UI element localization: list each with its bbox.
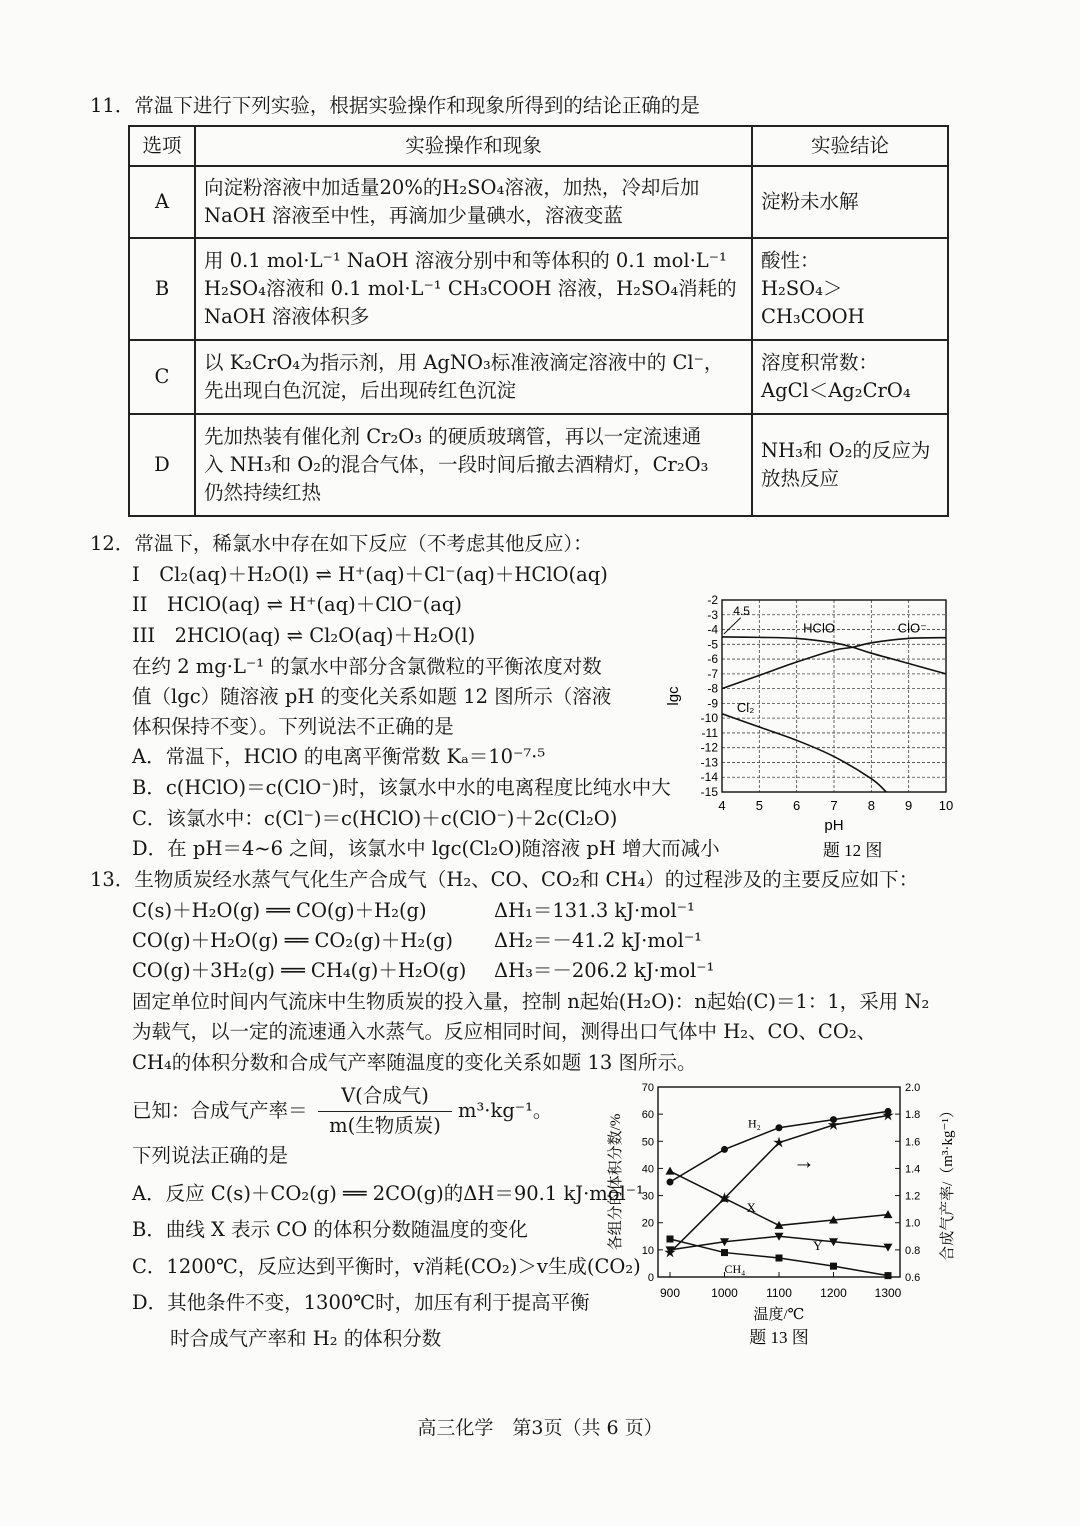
y-tick-label: -4 <box>707 622 718 637</box>
y-tick-label: -5 <box>707 637 718 652</box>
y-tick-label: -13 <box>700 755 718 770</box>
op-line: 先出现白色沉淀，后出现砖红色沉淀 <box>204 379 517 402</box>
row-operation <box>195 238 752 340</box>
series-line <box>670 1171 888 1225</box>
q12-option-d: D．在 pH＝4~6 之间，该氯水中 lgc(Cl₂O)随溶液 pH 增大而减小 <box>132 837 720 860</box>
row-conclusion <box>752 238 948 340</box>
series-point <box>882 1110 893 1121</box>
q12-eq2: II HClO(aq) ⇌ H⁺(aq)＋ClO⁻(aq) <box>132 593 462 616</box>
series-label-h2: H₂ <box>748 1116 761 1131</box>
chart-series <box>664 1108 893 1279</box>
q13-para1: 固定单位时间内气流床中生物质炭的投入量，控制 n起始(H₂O)：n起始(C)＝1：1，采用 N₂ <box>132 990 930 1013</box>
x-tick-label: 4 <box>718 798 726 813</box>
y-axis-label: lgc <box>665 686 682 706</box>
y-tick-label: 0 <box>647 1272 654 1284</box>
y-tick-label: -7 <box>707 666 718 681</box>
y-tick-label: 60 <box>641 1109 654 1122</box>
q13-known-prefix: 已知：合成气产率＝ <box>132 1099 308 1122</box>
y-tick-label: -10 <box>700 711 718 726</box>
y-tick-label: 70 <box>641 1082 654 1094</box>
q12-desc2: 值（lgc）随溶液 pH 的变化关系如题 12 图所示（溶液 <box>132 685 612 708</box>
op-line: 仍然持续红热 <box>204 481 322 504</box>
series-line <box>670 1116 888 1253</box>
series-label-x: X <box>746 1199 756 1215</box>
y2-tick-label: 0.6 <box>905 1272 921 1284</box>
op-line: NaOH 溶液至中性，再滴加少量碘水，溶液变蓝 <box>204 204 623 227</box>
y-tick-label: -14 <box>700 770 718 785</box>
x-tick-label: 1300 <box>874 1286 902 1300</box>
series-point <box>885 1272 892 1279</box>
table-row <box>129 340 948 414</box>
chart-labels <box>665 593 953 860</box>
table-row <box>129 166 948 238</box>
q13-option-c: C．1200℃，反应达到平衡时，v消耗(CO₂)＞v生成(CO₂) <box>132 1255 641 1278</box>
y-tick-label: -2 <box>707 593 718 607</box>
annotation-arrow <box>724 618 741 634</box>
op-line: NaOH 溶液体积多 <box>204 305 370 328</box>
con-line: 溶度积常数： <box>761 351 879 374</box>
y2-tick-label: 1.0 <box>905 1217 921 1230</box>
y2-tick-label: 1.4 <box>905 1163 921 1176</box>
y-tick-label: -11 <box>701 725 718 740</box>
series-point <box>721 1249 728 1256</box>
series-label-hclo: HClO <box>803 620 835 636</box>
con-line: 淀粉未水解 <box>761 190 859 213</box>
series-point <box>667 1236 674 1243</box>
series-label-ch4: CH₄ <box>724 1261 746 1276</box>
series-point <box>776 1255 783 1262</box>
y2-tick-label: 2.0 <box>905 1082 921 1094</box>
con-line: H₂SO₄＞CH₃COOH <box>761 277 865 328</box>
q13-option-a: A．反应 C(s)＋CO₂(g) ══ 2CO(g)的ΔH＝90.1 kJ·mol⁻¹ <box>132 1182 644 1205</box>
y-tick-label: -9 <box>707 696 718 711</box>
yield-arrow: → <box>793 1148 815 1174</box>
x-tick-label: 7 <box>830 798 838 813</box>
y-tick-label: 50 <box>641 1136 654 1149</box>
series-label-cl2: Cl₂ <box>736 700 755 716</box>
x-tick-label: 900 <box>659 1286 681 1300</box>
series-point <box>884 1210 893 1218</box>
series-point <box>667 1179 674 1186</box>
y-tick-label: 20 <box>641 1217 654 1230</box>
y-axis-label: 各组分的体积分数/% <box>608 1113 624 1251</box>
con-line: NH₃和 O₂的反应为 <box>761 439 931 462</box>
q13-option-d-cont: 时合成气产率和 H₂ 的体积分数 <box>170 1327 442 1350</box>
header-operation: 实验操作和现象 <box>195 126 752 166</box>
page-footer: 高三化学 第3页（共 6 页） <box>417 1417 663 1439</box>
q13-para2: 为载气，以一定的流速通入水蒸气。反应相同时间，测得出口气体中 H₂、CO、CO₂、 <box>132 1020 877 1043</box>
table-header-row <box>129 126 948 166</box>
q12-option-b: B．c(HClO)＝c(ClO⁻)时，该氯水中水的电离程度比纯水中大 <box>132 776 671 799</box>
op-line: H₂SO₄溶液和 0.1 mol·L⁻¹ CH₃COOH 溶液，H₂SO₄消耗的 <box>204 277 737 300</box>
q13-reaction1: C(s)＋H₂O(g) ══ CO(g)＋H₂(g) <box>132 899 427 922</box>
y-tick-label: 10 <box>641 1244 654 1257</box>
annotation-value: 4.5 <box>733 603 750 618</box>
y2-tick-label: 1.2 <box>905 1190 921 1203</box>
y-tick-label: -15 <box>700 785 718 799</box>
op-line: 先加热装有催化剂 Cr₂O₃ 的硬质玻璃管，再以一定流速通 <box>204 425 702 448</box>
q13-option-d: D．其他条件不变，1300℃时，加压有利于提高平衡 <box>132 1291 590 1314</box>
x-tick-label: 1000 <box>711 1286 738 1300</box>
series-point <box>884 1244 893 1252</box>
q12-desc3: 体积保持不变）。下列说法不正确的是 <box>132 715 454 738</box>
fraction-denominator: m(生物质炭) <box>329 1114 441 1138</box>
row-option: A <box>129 166 195 238</box>
q13-stem: 13．生物质炭经水蒸气气化生产合成气（H₂、CO、CO₂和 CH₄）的过程涉及的主要反应如下： <box>90 868 919 891</box>
series-line-Cl₂ <box>722 714 886 792</box>
op-line: 向淀粉溶液中加适量20%的H₂SO₄溶液，加热，冷却后加 <box>204 176 700 199</box>
q12-option-c: C．该氯水中：c(Cl⁻)＝c(HClO)＋c(ClO⁻)＋2c(Cl₂O) <box>132 807 618 830</box>
x-tick-label: 9 <box>905 798 913 813</box>
q13-reaction2: CO(g)＋H₂O(g) ══ CO₂(g)＋H₂(g) <box>132 929 453 952</box>
q13-para3: CH₄的体积分数和合成气产率随温度的变化关系如题 13 图所示。 <box>132 1051 697 1074</box>
q12-stem: 12．常温下，稀氯水中存在如下反应（不考虑其他反应）： <box>90 532 593 555</box>
q11-table <box>128 125 949 517</box>
row-conclusion <box>752 166 948 238</box>
x-tick-label: 8 <box>867 798 875 813</box>
row-operation <box>195 340 752 414</box>
q12-option-a: A．常温下，HClO 的电离平衡常数 Kₐ＝10⁻⁷·⁵ <box>132 745 546 768</box>
con-line: 放热反应 <box>761 467 840 490</box>
q13-fraction <box>318 1082 452 1141</box>
con-line: 酸性： <box>761 249 820 272</box>
q13-enthalpy3: ΔH₃＝－206.2 kJ·mol⁻¹ <box>494 959 715 982</box>
q12-chart <box>660 590 960 870</box>
op-line: 用 0.1 mol·L⁻¹ NaOH 溶液分别中和等体积的 0.1 mol·L⁻¹ <box>204 249 727 272</box>
op-line: 以 K₂CrO₄为指示剂，用 AgNO₃标准液滴定溶液中的 Cl⁻， <box>204 351 724 374</box>
row-option: C <box>129 340 195 414</box>
row-option: B <box>129 238 195 340</box>
row-conclusion <box>752 340 948 414</box>
y2-tick-label: 1.6 <box>905 1136 921 1149</box>
q12-desc1: 在约 2 mg·L⁻¹ 的氯水中部分含氯微粒的平衡浓度对数 <box>132 655 602 678</box>
y-tick-label: 40 <box>641 1163 654 1176</box>
series-point <box>721 1146 728 1153</box>
op-line: 入 NH₃和 O₂的混合气体，一段时间后撤去酒精灯，Cr₂O₃ <box>204 453 709 476</box>
header-conclusion: 实验结论 <box>752 126 948 166</box>
row-option: D <box>129 414 195 516</box>
x-axis-label: pH <box>824 817 844 834</box>
table-row <box>129 238 948 340</box>
q13-option-b: B．曲线 X 表示 CO 的体积分数随温度的变化 <box>132 1218 528 1241</box>
y-tick-label: -3 <box>707 607 718 622</box>
chart-labels <box>607 1082 956 1347</box>
q12-eq3: III 2HClO(aq) ⇌ Cl₂O(aq)＋H₂O(l) <box>132 624 476 647</box>
series-label-clo: ClO⁻ <box>897 620 928 636</box>
x-tick-label: 10 <box>938 798 954 813</box>
y2-tick-label: 1.8 <box>905 1109 921 1122</box>
q13-ask: 下列说法正确的是 <box>132 1144 289 1167</box>
chart-caption: 题 12 图 <box>822 841 883 860</box>
table-row <box>129 414 948 516</box>
series-line <box>670 1111 888 1182</box>
y-tick-label: 30 <box>641 1190 654 1203</box>
q11-stem: 11．常温下进行下列实验，根据实验操作和现象所得到的结论正确的是 <box>90 94 700 117</box>
fraction-numerator: V(合成气) <box>318 1082 452 1112</box>
q13-enthalpy1: ΔH₁＝131.3 kJ·mol⁻¹ <box>494 899 695 922</box>
y2-axis-label: 合成气产率/（m³·kg⁻¹） <box>940 1103 956 1261</box>
y2-tick-label: 0.8 <box>905 1244 921 1257</box>
y-tick-label: -12 <box>700 740 718 755</box>
chart-caption: 题 13 图 <box>749 1328 809 1347</box>
y-tick-label: -8 <box>707 681 718 696</box>
x-tick-label: 5 <box>755 798 763 813</box>
header-option: 选项 <box>129 126 195 166</box>
x-tick-label: 1100 <box>766 1286 792 1300</box>
series-point <box>830 1263 837 1270</box>
q12-eq1: I Cl₂(aq)＋H₂O(l) ⇌ H⁺(aq)＋Cl⁻(aq)＋HClO(aq) <box>132 563 608 586</box>
series-label-y: Y <box>813 1237 823 1253</box>
q13-known-unit: m³·kg⁻¹。 <box>458 1099 553 1122</box>
q13-enthalpy2: ΔH₂＝－41.2 kJ·mol⁻¹ <box>494 929 702 952</box>
series-point <box>666 1167 675 1175</box>
row-conclusion <box>752 414 948 516</box>
series-point <box>776 1124 783 1131</box>
row-operation <box>195 414 752 516</box>
y-tick-label: -6 <box>707 652 718 667</box>
x-tick-label: 1200 <box>820 1286 847 1300</box>
q13-reaction3: CO(g)＋3H₂(g) ══ CH₄(g)＋H₂O(g) <box>132 959 467 982</box>
row-operation <box>195 166 752 238</box>
x-tick-label: 6 <box>793 798 801 813</box>
x-axis-label: 温度/℃ <box>753 1307 805 1323</box>
con-line: AgCl＜Ag₂CrO₄ <box>761 379 911 402</box>
q13-chart <box>600 1075 970 1355</box>
